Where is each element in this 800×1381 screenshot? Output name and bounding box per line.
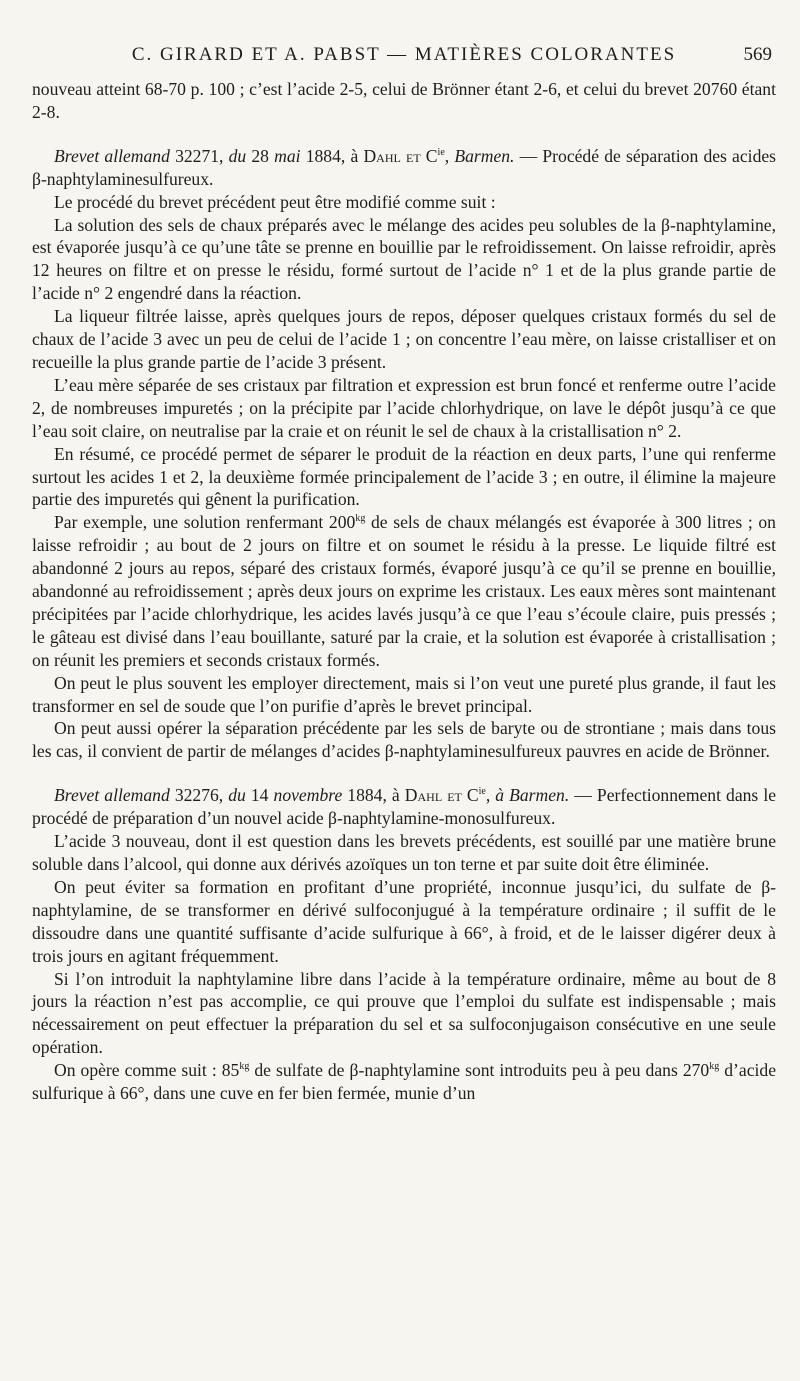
- patent-sep: ,: [485, 785, 496, 806]
- patent-title: Brevet allemand: [54, 145, 170, 166]
- text-run: d’acide sulfurique à 66°, dans une cuve en fer bien fermée, munie d’un: [32, 1060, 777, 1104]
- patent-date-prefix: du: [228, 145, 247, 166]
- paragraph: Le procédé du brevet précédent peut être modifié comme suit :: [54, 191, 496, 212]
- patent-city: Barmen.: [454, 145, 515, 166]
- paragraph: [32, 1059, 776, 1105]
- paragraph: On peut aussi opérer la séparation précédente par les sels de baryte ou de strontiane ; mais dans tous les cas, il convient de partir de mélanges d’acides β-naphtylaminesulfureux pauvres en acide de Brönner.: [32, 718, 776, 762]
- patent-number: 32276,: [169, 785, 229, 806]
- patent-a: à: [350, 145, 364, 166]
- paragraph: La solution des sels de chaux préparés avec le mélange des acides peu solubles de la β-naphtylamine, est évaporée jusqu’à ce qu’une tâte se prenne en bouillie par le refroidissement. On laisse refroidir, après 12 heures on filtre et on presse le résidu, formé surtout de l’acide n° 1 et de la plus grande partie de l’acide n° 2 engendré dans la réaction.: [32, 214, 776, 304]
- paragraph: On peut éviter sa formation en profitant d’une propriété, inconnue jusqu’ici, du sulfate de β-naphtylamine, de se transformer en dérivé sulfoconjugué à la température ordinaire ; il suffit de le dissoudre dans une quantité suffisante d’acide sulfurique à 66°, à froid, et de le laisser digérer deux à trois jours en agitant fréquemment.: [32, 876, 776, 966]
- running-header: [32, 38, 776, 78]
- running-title: C. GIRARD ET A. PABST — MATIÈRES COLORANTES: [131, 44, 677, 65]
- patent-city: à Barmen.: [495, 785, 570, 806]
- patent-number: 32271,: [169, 145, 229, 166]
- patent-title: Brevet allemand: [54, 785, 170, 806]
- patent-firm: Dahl et C: [404, 785, 479, 806]
- patent-sep: ,: [444, 145, 455, 166]
- patent-firm: Dahl et C: [363, 145, 438, 166]
- patent-date-prefix: du: [228, 785, 246, 806]
- paragraph: nouveau atteint 68-70 p. 100 ; c’est l’acide 2-5, celui de Brönner étant 2-6, et celui du brevet 20760 étant 2-8.: [32, 79, 776, 122]
- article-body: [32, 78, 776, 1105]
- text-run: On opère comme suit : 85: [54, 1060, 240, 1081]
- patent-year: 1884,: [342, 785, 392, 806]
- patent-heading: [32, 145, 776, 191]
- page-number: 569: [743, 44, 772, 65]
- unit-sup: kg: [709, 1061, 720, 1073]
- paragraph: En résumé, ce procédé permet de séparer le produit de la réaction en deux parts, l’une qui renferme surtout les acides 1 et 2, la deuxième formée principalement de l’acide 3 ; en outre, il élimine la majeure partie des impuretés qui gênent la purification.: [32, 443, 776, 510]
- text-run: de sulfate de β-naphtylamine sont introduits peu à peu dans 270: [249, 1060, 710, 1081]
- unit-sup: kg: [239, 1061, 250, 1073]
- patent-firm-sup: ie: [478, 786, 486, 798]
- patent-firm-sup: ie: [437, 146, 445, 158]
- patent-day: 28: [246, 145, 275, 166]
- patent-a: à: [391, 785, 405, 806]
- paragraph: On peut le plus souvent les employer directement, mais si l’on veut une pureté plus grande, il faut les transformer en sel de soude que l’on purifie d’après le brevet principal.: [32, 672, 776, 716]
- patent-month: novembre: [273, 785, 343, 806]
- patent-day: 14: [245, 785, 274, 806]
- patent-month: mai: [274, 145, 301, 166]
- paragraph: La liqueur filtrée laisse, après quelques jours de repos, déposer quelques cristaux formés du sel de chaux de l’acide 3 avec un peu de celui de l’acide 1 ; on concentre l’eau mère, on laisse cristalliser et on recueille la plus grande partie de l’acide 3 présent.: [32, 306, 776, 372]
- paragraph: L’eau mère séparée de ses cristaux par filtration et expression est brun foncé et renferme outre l’acide 2, de nombreuses impuretés ; on la précipite par l’acide chlorhydrique, on lave le dépôt jusqu’à ce que l’eau soit claire, on neutralise par la craie et on réunit le sel de chaux à la cristallisation n° 2.: [32, 374, 776, 441]
- patent-heading: [32, 784, 776, 830]
- paragraph: Si l’on introduit la naphtylamine libre dans l’acide à la température ordinaire, même au bout de 8 jours la réaction n’est pas accomplie, ce qui prouve que l’emploi du sulfate est indispensable ; mais nécessairement on peut effectuer la préparation du sel et sa sulfoconjugaison consécutive en une seule opération.: [32, 968, 776, 1058]
- patent-description: — Procédé de séparation des acides β-naphtylaminesulfureux.: [32, 145, 777, 189]
- patent-year: 1884,: [300, 145, 351, 166]
- text-run: de sels de chaux mélangés est évaporée à 300 litres ; on laisse refroidir ; au bout de 2 jours on filtre et on soumet le résidu à la presse. Le liquide filtré est abandonné 2 jours au repos, séparé des cristaux formés, évaporé jusqu’à ce qu’il se prenne en bouillie, abandonné au refroidissement ; après deux jours on exprime les cristaux. Les eaux mères sont maintenant précipitées par l’acide chlorhydrique, les acides lavés jusqu’à ce que l’eau s’écoule claire, puis pressés ; le gâteau est divisé dans l’eau bouillante, saturé par la craie, et la solution est évaporée à cristallisation ; on réunit les premiers et seconds cristaux formés.: [32, 512, 776, 670]
- unit-sup: kg: [355, 513, 366, 525]
- text-run: Par exemple, une solution renfermant 200: [54, 512, 356, 533]
- paragraph: [32, 511, 776, 671]
- paragraph: L’acide 3 nouveau, dont il est question dans les brevets précédents, est souillé par une matière brune soluble dans l’alcool, qui donne aux dérivés azoïques un ton terne et par suite doit être éliminée.: [32, 831, 776, 874]
- patent-description: — Perfectionnement dans le procédé de préparation d’un nouvel acide β-naphtylamine-monosulfureux.: [32, 785, 777, 829]
